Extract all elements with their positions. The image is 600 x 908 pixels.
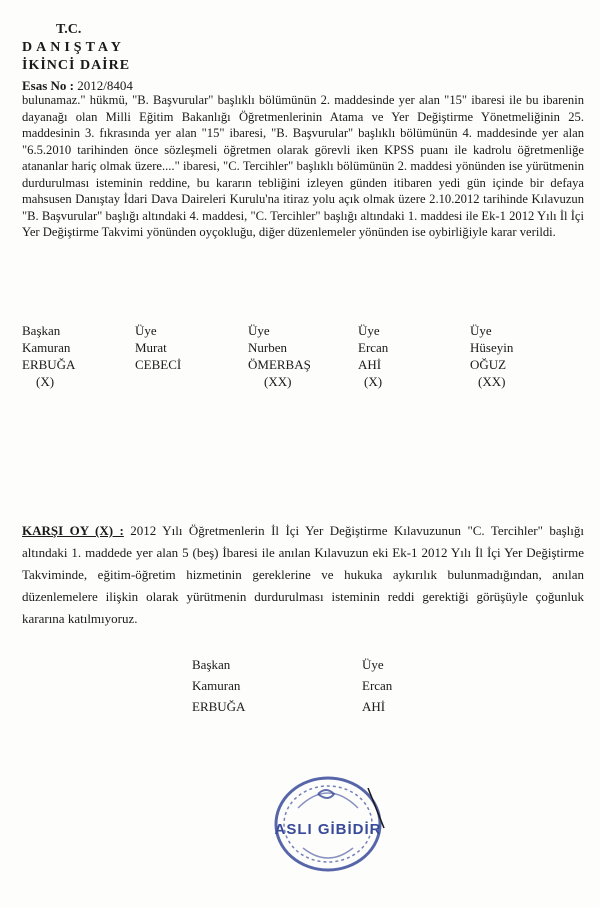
signatory-last-name: ÖMERBAŞ (248, 357, 311, 372)
header-chamber: İKİNCİ DAİRE (22, 58, 131, 73)
signatory-mark: (XX) (264, 374, 292, 389)
signatory-mark: (XX) (478, 374, 506, 389)
signatory-role: Üye (470, 323, 492, 338)
header-country: T.C. (56, 22, 82, 37)
official-stamp (258, 768, 398, 878)
signatory-first-name: Murat (135, 340, 167, 355)
signatory-role: Üye (358, 323, 380, 338)
signatory-last-name: CEBECİ (135, 357, 182, 372)
dissent-signatory-1 (192, 654, 245, 717)
signatory-first-name: Kamuran (192, 678, 241, 693)
signatory-first-name: Kamuran (22, 340, 71, 355)
signatory-last-name: AHİ (358, 357, 382, 372)
signatory-first-name: Ercan (362, 678, 393, 693)
signatory-mark: (X) (364, 374, 383, 389)
signatory-first-name: Ercan (358, 340, 389, 355)
signatory-first-name: Hüseyin (470, 340, 514, 355)
decision-body (22, 92, 584, 241)
case-number-value: 2012/8404 (77, 78, 133, 93)
signatory-last-name: ERBUĞA (192, 699, 246, 714)
signatory-1 (22, 322, 75, 390)
dissent-paragraph (22, 520, 584, 630)
decision-text: bulunamaz." hükmü, "B. Başvurular" başlıklı bölümünün 2. maddesinde yer alan "15" ibaresi ile bu ibarenin dayanağı olan Milli Eğitim Bakanlığı Öğretmenlerinin Atama ve Yer Değiştirme Yönetmeliğinin 25. maddesinin 3. fıkrasında yer alan "15" ibaresi, "B. Başvurular" başlıklı bölümünün 4. maddesinde yer alan "6.5.2010 tarihinden önce sözleşmeli öğretmen olarak görevli iken KPSS puanı ile kadrolu öğretmenliğe atananlar hariç olmak üzere...." ibaresi, "C. Tercihler" başlıklı bölümünün 2. maddesi yönünden ise yürütmenin durdurulması isteminin reddine, bu kararın tebliğini izleyen günden itibaren yedi gün içinde bir defaya mahsusen Danıştay İdari Dava Daireleri Kurulu'na itiraz yolu açık olmak üzere 2.10.2012 tarihinde Kılavuzun "B. Başvurular" başlığı altındaki 4. maddesi, "C. Tercihler" başlığı altındaki 1. maddesi ile Ek-1 2012 Yılı İl İçi Yer Değiştirme Takvimi yönünden oyçokluğu, diğer düzenlemeler yönünden ise oybirliğiyle karar verildi. (22, 93, 584, 239)
signatory-5 (470, 322, 513, 390)
signatory-last-name: AHİ (362, 699, 386, 714)
dissent-text: 2012 Yılı Öğretmenlerin İl İçi Yer Değiştirme Kılavuzunun "C. Tercihler" başlığı altındaki 1. maddede yer alan 5 (beş) İbaresi ile anılan Kılavuzun eki Ek-1 2012 Yılı İl İçi Yer Değiştirme Takviminde, eğitim-öğretim hizmetinin gereklerine ve hukuka aykırılık bulunmadığından, anılan düzenlemelere ilişkin olarak yürütmenin durdurulması isteminin reddi gerektiği görüşüyle çoğunluk kararına katılmıyoruz. (22, 523, 584, 626)
signatory-3 (248, 322, 311, 390)
signatory-role: Üye (362, 657, 384, 672)
signatory-2 (135, 322, 181, 373)
dissent-label: KARŞI OY (X) : (22, 523, 124, 538)
signatory-first-name: Nurben (248, 340, 287, 355)
signatory-role: Üye (248, 323, 270, 338)
stamp-text: ASLI GİBİDİR (274, 821, 382, 838)
signatory-4 (358, 322, 388, 390)
signatory-last-name: ERBUĞA (22, 357, 76, 372)
signatory-role: Başkan (22, 323, 61, 338)
signatory-role: Başkan (192, 657, 231, 672)
dissent-signatory-2 (362, 654, 392, 717)
signatory-role: Üye (135, 323, 157, 338)
signatory-last-name: OĞUZ (470, 357, 507, 372)
signatory-mark: (X) (36, 374, 55, 389)
case-number-label: Esas No : (22, 78, 75, 93)
header-court: DANIŞTAY (22, 40, 125, 55)
